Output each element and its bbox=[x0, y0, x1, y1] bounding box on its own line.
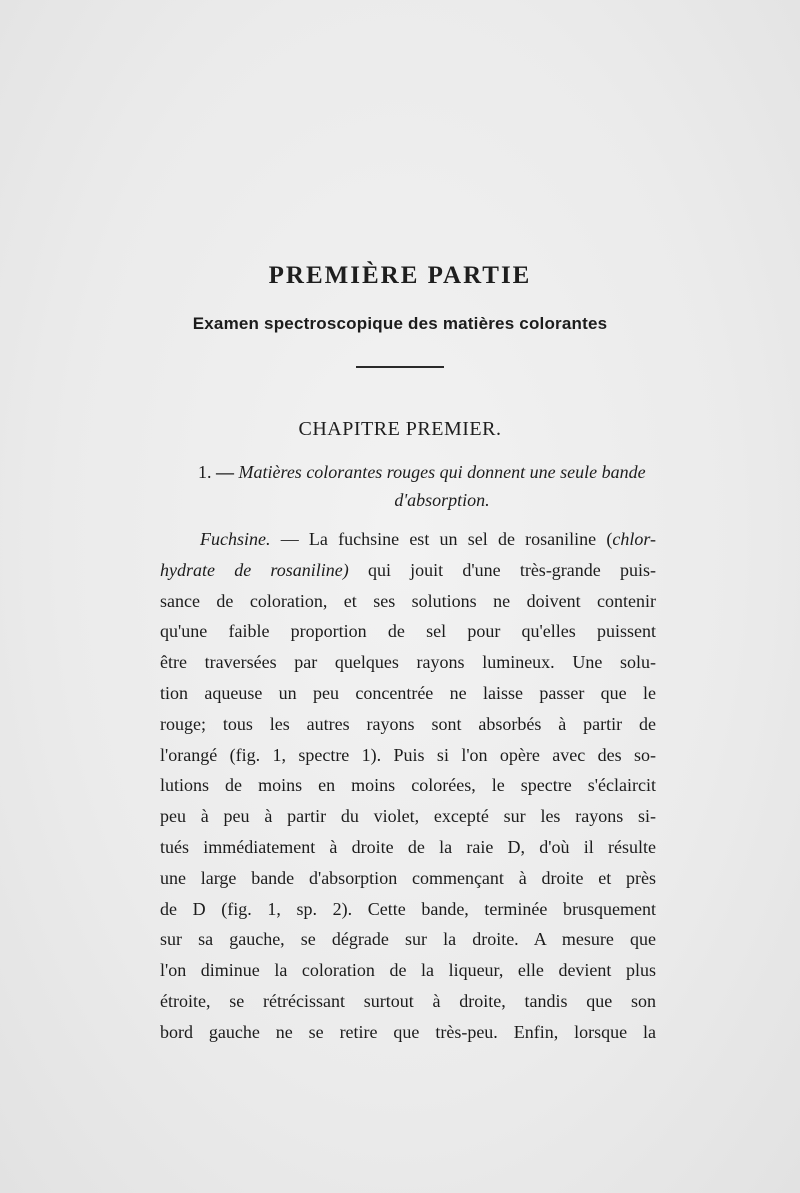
paragraph-line: tion aqueuse un peu concentrée ne laisse passer que le bbox=[160, 682, 656, 703]
section-title-line2: d'absorption. bbox=[394, 490, 490, 510]
line2-italic: hydrate de rosaniline) bbox=[160, 559, 349, 580]
line1-italic: chlor- bbox=[612, 529, 656, 549]
lead-term: Fuchsine. bbox=[200, 529, 271, 549]
paragraph-line: une large bande d'absorption commençant à droite et près bbox=[160, 867, 656, 888]
paragraph-line bbox=[160, 555, 656, 586]
divider-rule bbox=[356, 366, 444, 368]
paragraph-line: qu'une faible proportion de sel pour qu'elles puissent bbox=[160, 621, 656, 642]
paragraph-line: de D (fig. 1, sp. 2). Cette bande, terminée brusquement bbox=[160, 898, 656, 919]
paragraph-line: tués immédiatement à droite de la raie D, d'où il résulte bbox=[160, 836, 656, 857]
line1-text: La fuchsine est un sel de rosaniline ( bbox=[308, 529, 613, 549]
paragraph-line: bord gauche ne se retire que très-peu. Enfin, lorsque la bbox=[160, 1021, 656, 1042]
lead-dash: — bbox=[280, 529, 299, 549]
paragraph-line: sance de coloration, et ses solutions ne doivent contenir bbox=[160, 590, 656, 611]
paragraph-line: être traversées par quelques rayons lumineux. Une solu- bbox=[160, 652, 656, 673]
line2-text: qui jouit d'une très-grande puis- bbox=[367, 559, 656, 580]
paragraph-line: peu à peu à partir du violet, excepté sur les rayons si- bbox=[160, 806, 656, 827]
chapter-title: CHAPITRE PREMIER. bbox=[298, 418, 502, 440]
part-title: PREMIÈRE PARTIE bbox=[268, 262, 532, 289]
paragraph-line: lutions de moins en moins colorées, le spectre s'éclaircit bbox=[160, 775, 656, 796]
paragraph-line: sur sa gauche, se dégrade sur la droite. A mesure que bbox=[160, 929, 656, 950]
bleed-through-text bbox=[170, 150, 650, 170]
paragraph-line: étroite, se rétrécissant surtout à droite, tandis que son bbox=[160, 990, 656, 1011]
section-number: 1. bbox=[198, 462, 212, 482]
section-heading bbox=[198, 458, 658, 514]
body-paragraph bbox=[160, 524, 656, 1048]
paragraph-line: l'orangé (fig. 1, spectre 1). Puis si l'on opère avec des so- bbox=[160, 744, 656, 765]
paragraph-line: rouge; tous les autres rayons sont absorbés à partir de bbox=[160, 713, 656, 734]
paragraph-line bbox=[160, 524, 656, 555]
section-dash: — bbox=[216, 462, 234, 482]
section-subtitle: Examen spectroscopique des matières colorantes bbox=[192, 314, 608, 333]
paragraph-line: l'on diminue la coloration de la liqueur, elle devient plus bbox=[160, 960, 656, 981]
section-title-line1: Matières colorantes rouges qui donnent une seule bande bbox=[238, 462, 646, 482]
